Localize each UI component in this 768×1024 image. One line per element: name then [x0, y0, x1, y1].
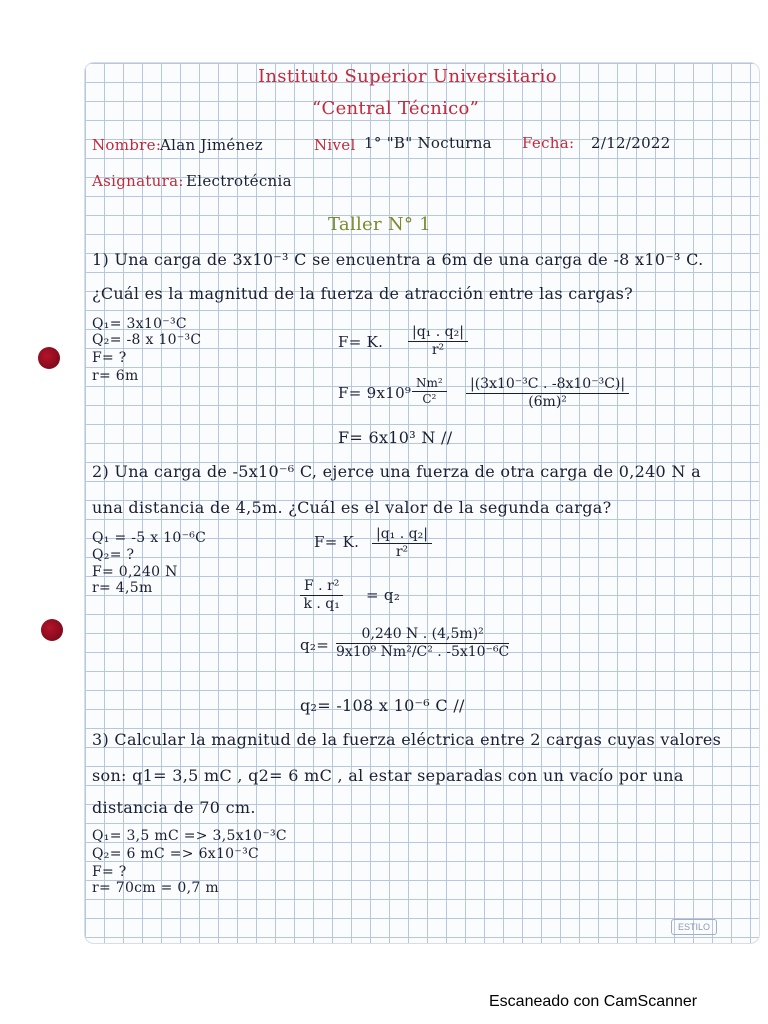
date-value: 2/12/2022: [591, 134, 671, 152]
p2-substitution-lhs: q₂=: [300, 636, 330, 654]
p1-substitution-denominator: (6m)²: [528, 394, 567, 410]
level-value: 1° "B" Nocturna: [364, 134, 492, 152]
problem1-statement: 1) Una carga de 3x10⁻³ C se encuentra a 6m de una carga de -8 x10⁻³ C.: [92, 250, 704, 269]
problem3-values: son: q1= 3,5 mC , q2= 6 mC , al estar separadas con un vacío por una: [92, 766, 684, 785]
p2-substitution-numerator: 0,240 N . (4,5m)²: [336, 626, 509, 644]
p1-data-q2: Q₂= -8 x 10⁻³C: [92, 332, 202, 348]
problem2-statement: 2) Una carga de -5x10⁻⁶ C, ejerce una fuerza de otra carga de 0,240 N a: [92, 462, 701, 481]
p1-substitution-lhs: F= 9x10⁹: [338, 384, 412, 402]
problem1-question: ¿Cuál es la magnitud de la fuerza de atracción entre las cargas?: [92, 284, 634, 303]
p2-result: q₂= -108 x 10⁻⁶ C //: [300, 696, 465, 715]
p2-rearranged-fraction: [300, 578, 343, 612]
name-label: Nombre:: [92, 136, 162, 154]
p2-data-q2: Q₂= ?: [92, 547, 135, 563]
p1-unit-fraction: [412, 376, 447, 406]
p3-data-f: F= ?: [92, 864, 127, 880]
p2-data-r: r= 4,5m: [92, 580, 153, 596]
p1-substitution-fraction: [466, 376, 629, 410]
p2-rearranged-numerator: F . r²: [300, 578, 343, 596]
p3-data-q2: Q₂= 6 mC => 6x10⁻³C: [92, 846, 260, 862]
p3-data-r: r= 70cm = 0,7 m: [92, 880, 219, 896]
p1-data-r: r= 6m: [92, 368, 139, 384]
problem2-question: una distancia de 4,5m. ¿Cuál es el valor de la segunda carga?: [92, 498, 612, 517]
p2-data-f: F= 0,240 N: [92, 564, 178, 580]
p2-substitution-fraction: [336, 626, 509, 660]
p2-substitution-denominator: 9x10⁹ Nm²/C² . -5x10⁻⁶C: [336, 644, 510, 660]
notebook-brand-stamp: ESTILO: [671, 919, 717, 935]
workshop-title: Taller N° 1: [328, 214, 432, 235]
p1-unit-numerator: Nm²: [412, 376, 447, 392]
problem3-distance: distancia de 70 cm.: [92, 798, 256, 817]
p2-formula-fraction: [372, 526, 432, 560]
level-label: Nivel: [314, 136, 356, 154]
subject-label: Asignatura:: [92, 172, 184, 190]
binder-hole: [41, 619, 63, 641]
p1-result: F= 6x10³ N //: [338, 428, 453, 447]
p1-data-q1: Q₁= 3x10⁻³C: [92, 316, 187, 332]
p1-formula-numerator: |q₁ . q₂|: [408, 324, 468, 342]
institute-title: Instituto Superior Universitario: [258, 66, 557, 87]
problem3-statement: 3) Calcular la magnitud de la fuerza eléctrica entre 2 cargas cuyas valores: [92, 730, 722, 749]
name-value: Alan Jiménez: [160, 136, 263, 154]
college-title: “Central Técnico”: [312, 98, 480, 119]
p1-formula-lhs: F= K.: [338, 333, 384, 351]
p1-formula-denominator: r²: [431, 342, 445, 358]
p2-formula-lhs: F= K.: [314, 533, 360, 551]
p1-formula-fraction: [408, 324, 468, 358]
p2-rearranged-rhs: = q₂: [366, 586, 401, 604]
scanner-watermark: Escaneado con CamScanner: [489, 993, 698, 1010]
p1-substitution-numerator: |(3x10⁻³C . -8x10⁻³C)|: [466, 376, 629, 394]
p3-data-q1: Q₁= 3,5 mC => 3,5x10⁻³C: [92, 828, 287, 844]
subject-value: Electrotécnia: [186, 172, 292, 190]
p2-data-q1: Q₁ = -5 x 10⁻⁶C: [92, 530, 207, 546]
binder-hole: [38, 347, 60, 369]
p2-formula-denominator: r²: [395, 544, 409, 560]
p2-rearranged-denominator: k . q₁: [303, 596, 340, 612]
p1-data-f: F= ?: [92, 350, 127, 366]
p1-unit-denominator: C²: [422, 392, 437, 406]
p2-formula-numerator: |q₁ . q₂|: [372, 526, 432, 544]
date-label: Fecha:: [522, 134, 575, 152]
